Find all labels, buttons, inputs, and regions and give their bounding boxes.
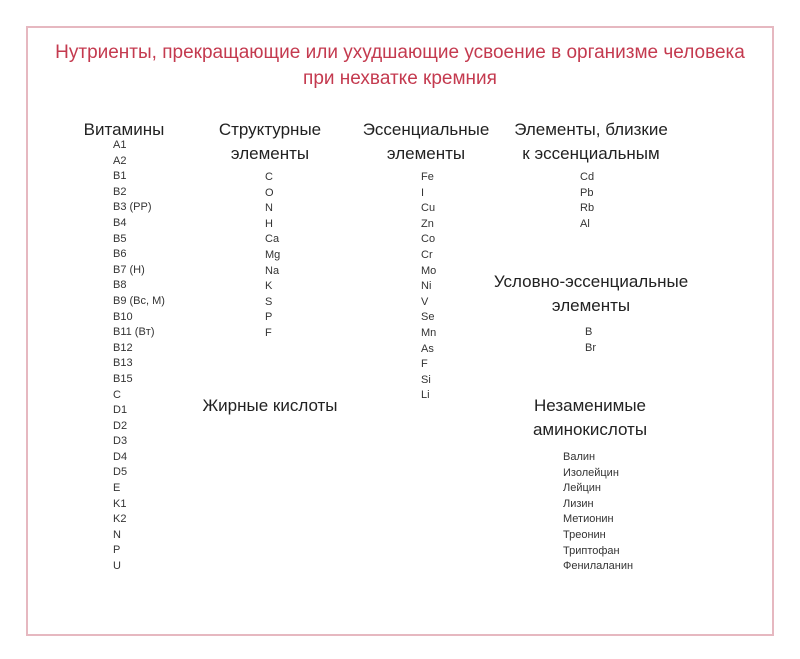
page-title — [0, 40, 800, 92]
list-item: A2 — [113, 154, 127, 167]
list-item: E — [113, 482, 121, 495]
list-item: Pb — [580, 186, 594, 199]
title-line-1: Нутриенты, прекращающие или ухудшающие усвоение в организме человека — [55, 42, 745, 63]
list-item: B13 — [113, 357, 133, 370]
list-item: Zn — [421, 217, 434, 230]
conditionally-essential-heading-line-2: элементы — [551, 296, 631, 315]
near-essential-heading-line-1: Элементы, близкие — [514, 120, 668, 139]
list-item: S — [265, 295, 273, 308]
list-item: C — [113, 388, 121, 401]
list-item: Фенилаланин — [563, 560, 634, 573]
list-item: Se — [421, 311, 435, 324]
list-item: V — [421, 295, 429, 308]
list-item: B10 — [113, 310, 133, 323]
list-item: Co — [421, 233, 436, 246]
list-item: Mg — [265, 248, 281, 261]
list-item: N — [113, 528, 121, 541]
list-item: Ni — [421, 280, 432, 293]
list-item: B8 — [113, 279, 127, 292]
list-item: Mn — [421, 326, 437, 339]
list-item: Al — [580, 217, 590, 230]
list-item: C — [265, 171, 273, 183]
list-item: D3 — [113, 435, 128, 448]
list-item: Cd — [580, 171, 595, 183]
essential-heading-line-1: Эссенциальные — [362, 120, 490, 139]
list-item: P — [265, 311, 273, 324]
list-item: As — [421, 342, 434, 355]
list-item: K1 — [113, 497, 127, 510]
list-item: D5 — [113, 466, 128, 479]
list-item: N — [265, 202, 273, 215]
amino-acids-heading — [510, 394, 670, 442]
amino-acids-list — [563, 450, 633, 575]
list-item: B11 (Bт) — [113, 326, 155, 339]
structural-list — [265, 170, 280, 342]
list-item: Cu — [421, 202, 436, 215]
near-essential-list — [580, 170, 594, 232]
essential-list — [421, 170, 436, 404]
conditionally-essential-heading — [486, 270, 696, 318]
amino-acids-heading-line-2: аминокислоты — [532, 420, 648, 439]
list-item: B5 — [113, 232, 127, 245]
conditionally-essential-list — [585, 325, 596, 356]
list-item: K — [265, 280, 273, 293]
list-item: Лизин — [563, 497, 594, 510]
list-item: P — [113, 544, 121, 557]
list-item: Li — [421, 389, 430, 402]
list-item: D4 — [113, 450, 128, 463]
structural-heading-line-1: Структурные — [218, 120, 322, 139]
list-item: F — [265, 326, 272, 339]
vitamins-list — [113, 138, 165, 575]
list-item: Br — [585, 341, 596, 354]
list-item: Лейцин — [563, 482, 602, 495]
list-item: B9 (Bc, M) — [113, 294, 165, 307]
list-item: Mo — [421, 264, 437, 277]
list-item: Si — [421, 373, 431, 386]
list-item: B4 — [113, 216, 127, 229]
structural-heading-line-2: элементы — [230, 144, 310, 163]
vitamins-heading: Витамины — [83, 120, 165, 139]
list-item: B7 (H) — [113, 263, 145, 276]
list-item: Изолейцин — [563, 466, 619, 479]
list-item: D2 — [113, 419, 128, 432]
list-item: Триптофан — [563, 544, 620, 557]
list-item: A1 — [113, 139, 127, 151]
conditionally-essential-heading-line-1: Условно-эссенциальные — [493, 272, 689, 291]
list-item: B2 — [113, 185, 127, 198]
fatty-acids-heading: Жирные кислоты — [202, 396, 338, 415]
list-item: Rb — [580, 202, 595, 215]
list-item: B — [585, 326, 593, 338]
list-item: F — [421, 358, 428, 371]
title-line-2: при нехватке кремния — [303, 68, 497, 89]
amino-acids-heading-line-1: Незаменимые — [534, 396, 646, 415]
near-essential-heading-line-2: к эссенциальным — [522, 144, 660, 163]
list-item: H — [265, 217, 273, 230]
list-item: B15 — [113, 372, 133, 385]
list-item: K2 — [113, 513, 127, 526]
list-item: Fe — [421, 171, 434, 183]
list-item: Валин — [563, 451, 596, 463]
list-item: B12 — [113, 341, 133, 354]
essential-heading-line-2: элементы — [386, 144, 466, 163]
list-item: Cr — [421, 248, 433, 261]
structural-heading — [200, 118, 340, 166]
list-item: Na — [265, 264, 280, 277]
list-item: D1 — [113, 404, 128, 417]
list-item: B6 — [113, 248, 127, 261]
list-item: B1 — [113, 170, 127, 183]
list-item: Треонин — [563, 528, 606, 541]
list-item: Ca — [265, 233, 280, 246]
list-item: U — [113, 560, 121, 573]
near-essential-heading — [500, 118, 682, 166]
essential-heading — [356, 118, 496, 166]
list-item: O — [265, 186, 274, 199]
list-item: B3 (PP) — [113, 201, 152, 214]
list-item: I — [421, 186, 425, 199]
list-item: Метионин — [563, 513, 614, 526]
